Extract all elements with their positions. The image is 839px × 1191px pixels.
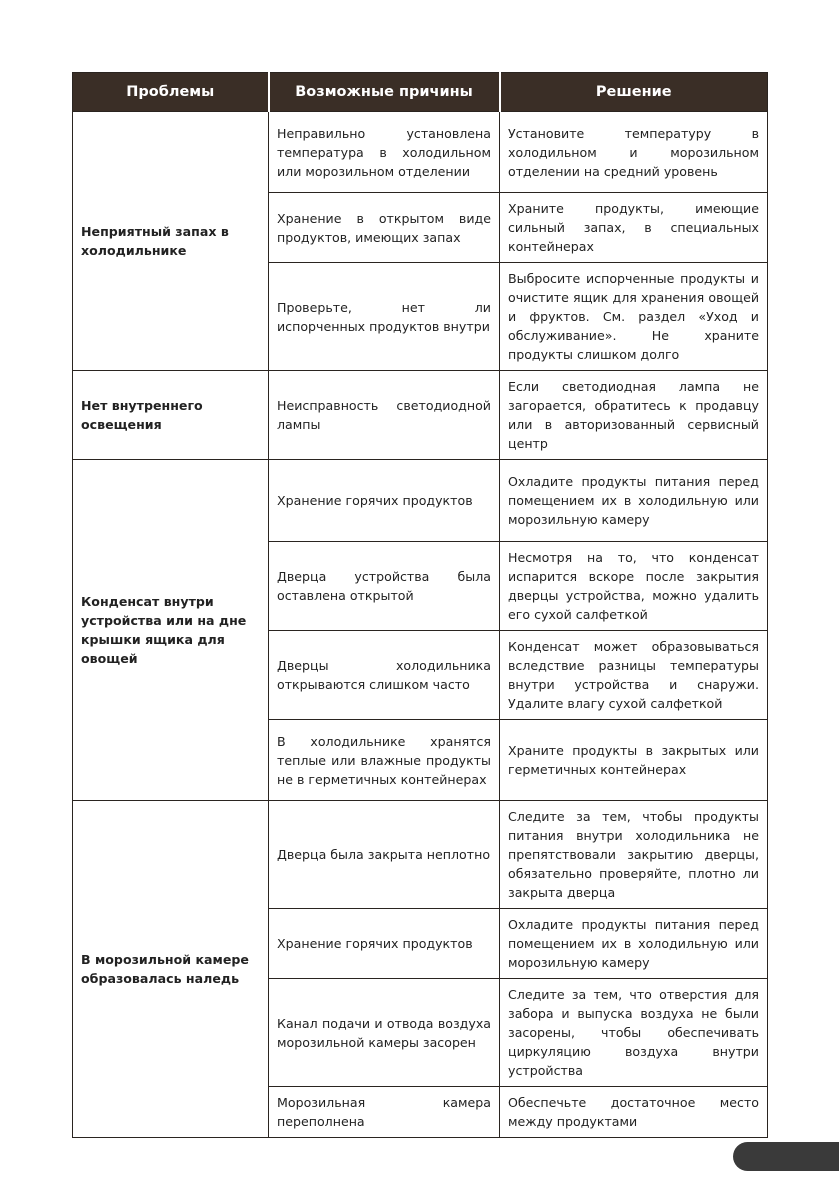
solution-cell: Следите за тем, чтобы продукты питания внутри холодильника не препятствовали закрытию дверцы, обязательно проверяйте, плотно ли закрыта дверца [500, 801, 768, 909]
cause-cell: Дверцы холодильника открываются слишком часто [269, 631, 500, 720]
troubleshooting-table [72, 72, 768, 1138]
solution-cell: Следите за тем, что отверстия для забора и выпуска воздуха не были засорены, чтобы обеспечивать циркуляцию воздуха внутри устройства [500, 979, 768, 1087]
problem-cell: Нет внутреннего освещения [73, 371, 269, 460]
header-problems: Проблемы [73, 73, 269, 112]
table-row [73, 371, 768, 460]
table-row [73, 460, 768, 542]
solution-cell: Обеспечьте достаточное место между продуктами [500, 1087, 768, 1138]
solution-cell: Выбросите испорченные продукты и очистите ящик для хранения овощей и фруктов. См. раздел «Уход и обслуживание». Не храните продукты слишком долго [500, 263, 768, 371]
table-header-row [73, 73, 768, 112]
header-causes: Возможные причины [269, 73, 500, 112]
cause-cell: Неправильно установлена температура в холодильном или морозильном отделении [269, 112, 500, 193]
solution-cell: Храните продукты в закрытых или герметичных контейнерах [500, 720, 768, 801]
cause-cell: Дверца устройства была оставлена открытой [269, 542, 500, 631]
solution-cell: Охладите продукты питания перед помещением их в холодильную или морозильную камеру [500, 909, 768, 979]
cause-cell: Проверьте, нет ли испорченных продуктов внутри [269, 263, 500, 371]
problem-cell: Конденсат внутри устройства или на дне крышки ящика для овощей [73, 460, 269, 801]
cause-cell: Неисправность светодиодной лампы [269, 371, 500, 460]
solution-cell: Конденсат может образовываться вследствие разницы температуры внутри устройства и снаружи. Удалите влагу сухой салфеткой [500, 631, 768, 720]
solution-cell: Установите температуру в холодильном и морозильном отделении на средний уровень [500, 112, 768, 193]
table-row [73, 112, 768, 193]
cause-cell: Хранение в открытом виде продуктов, имеющих запах [269, 193, 500, 263]
cause-cell: В холодильнике хранятся теплые или влажные продукты не в герметичных контейнерах [269, 720, 500, 801]
solution-cell: Охладите продукты питания перед помещением их в холодильную или морозильную камеру [500, 460, 768, 542]
cause-cell: Морозильная камера переполнена [269, 1087, 500, 1138]
solution-cell: Несмотря на то, что конденсат испарится вскоре после закрытия дверцы устройства, можно удалить его сухой салфеткой [500, 542, 768, 631]
problem-cell: В морозильной камере образовалась наледь [73, 801, 269, 1138]
solution-cell: Если светодиодная лампа не загорается, обратитесь к продавцу или в авторизованный сервисный центр [500, 371, 768, 460]
solution-cell: Храните продукты, имеющие сильный запах, в специальных контейнерах [500, 193, 768, 263]
cause-cell: Хранение горячих продуктов [269, 909, 500, 979]
problem-cell: Неприятный запах в холодильнике [73, 112, 269, 371]
cause-cell: Хранение горячих продуктов [269, 460, 500, 542]
cause-cell: Дверца была закрыта неплотно [269, 801, 500, 909]
page-number-tab [733, 1142, 839, 1171]
cause-cell: Канал подачи и отвода воздуха морозильной камеры засорен [269, 979, 500, 1087]
header-solution: Решение [500, 73, 768, 112]
table-row [73, 801, 768, 909]
